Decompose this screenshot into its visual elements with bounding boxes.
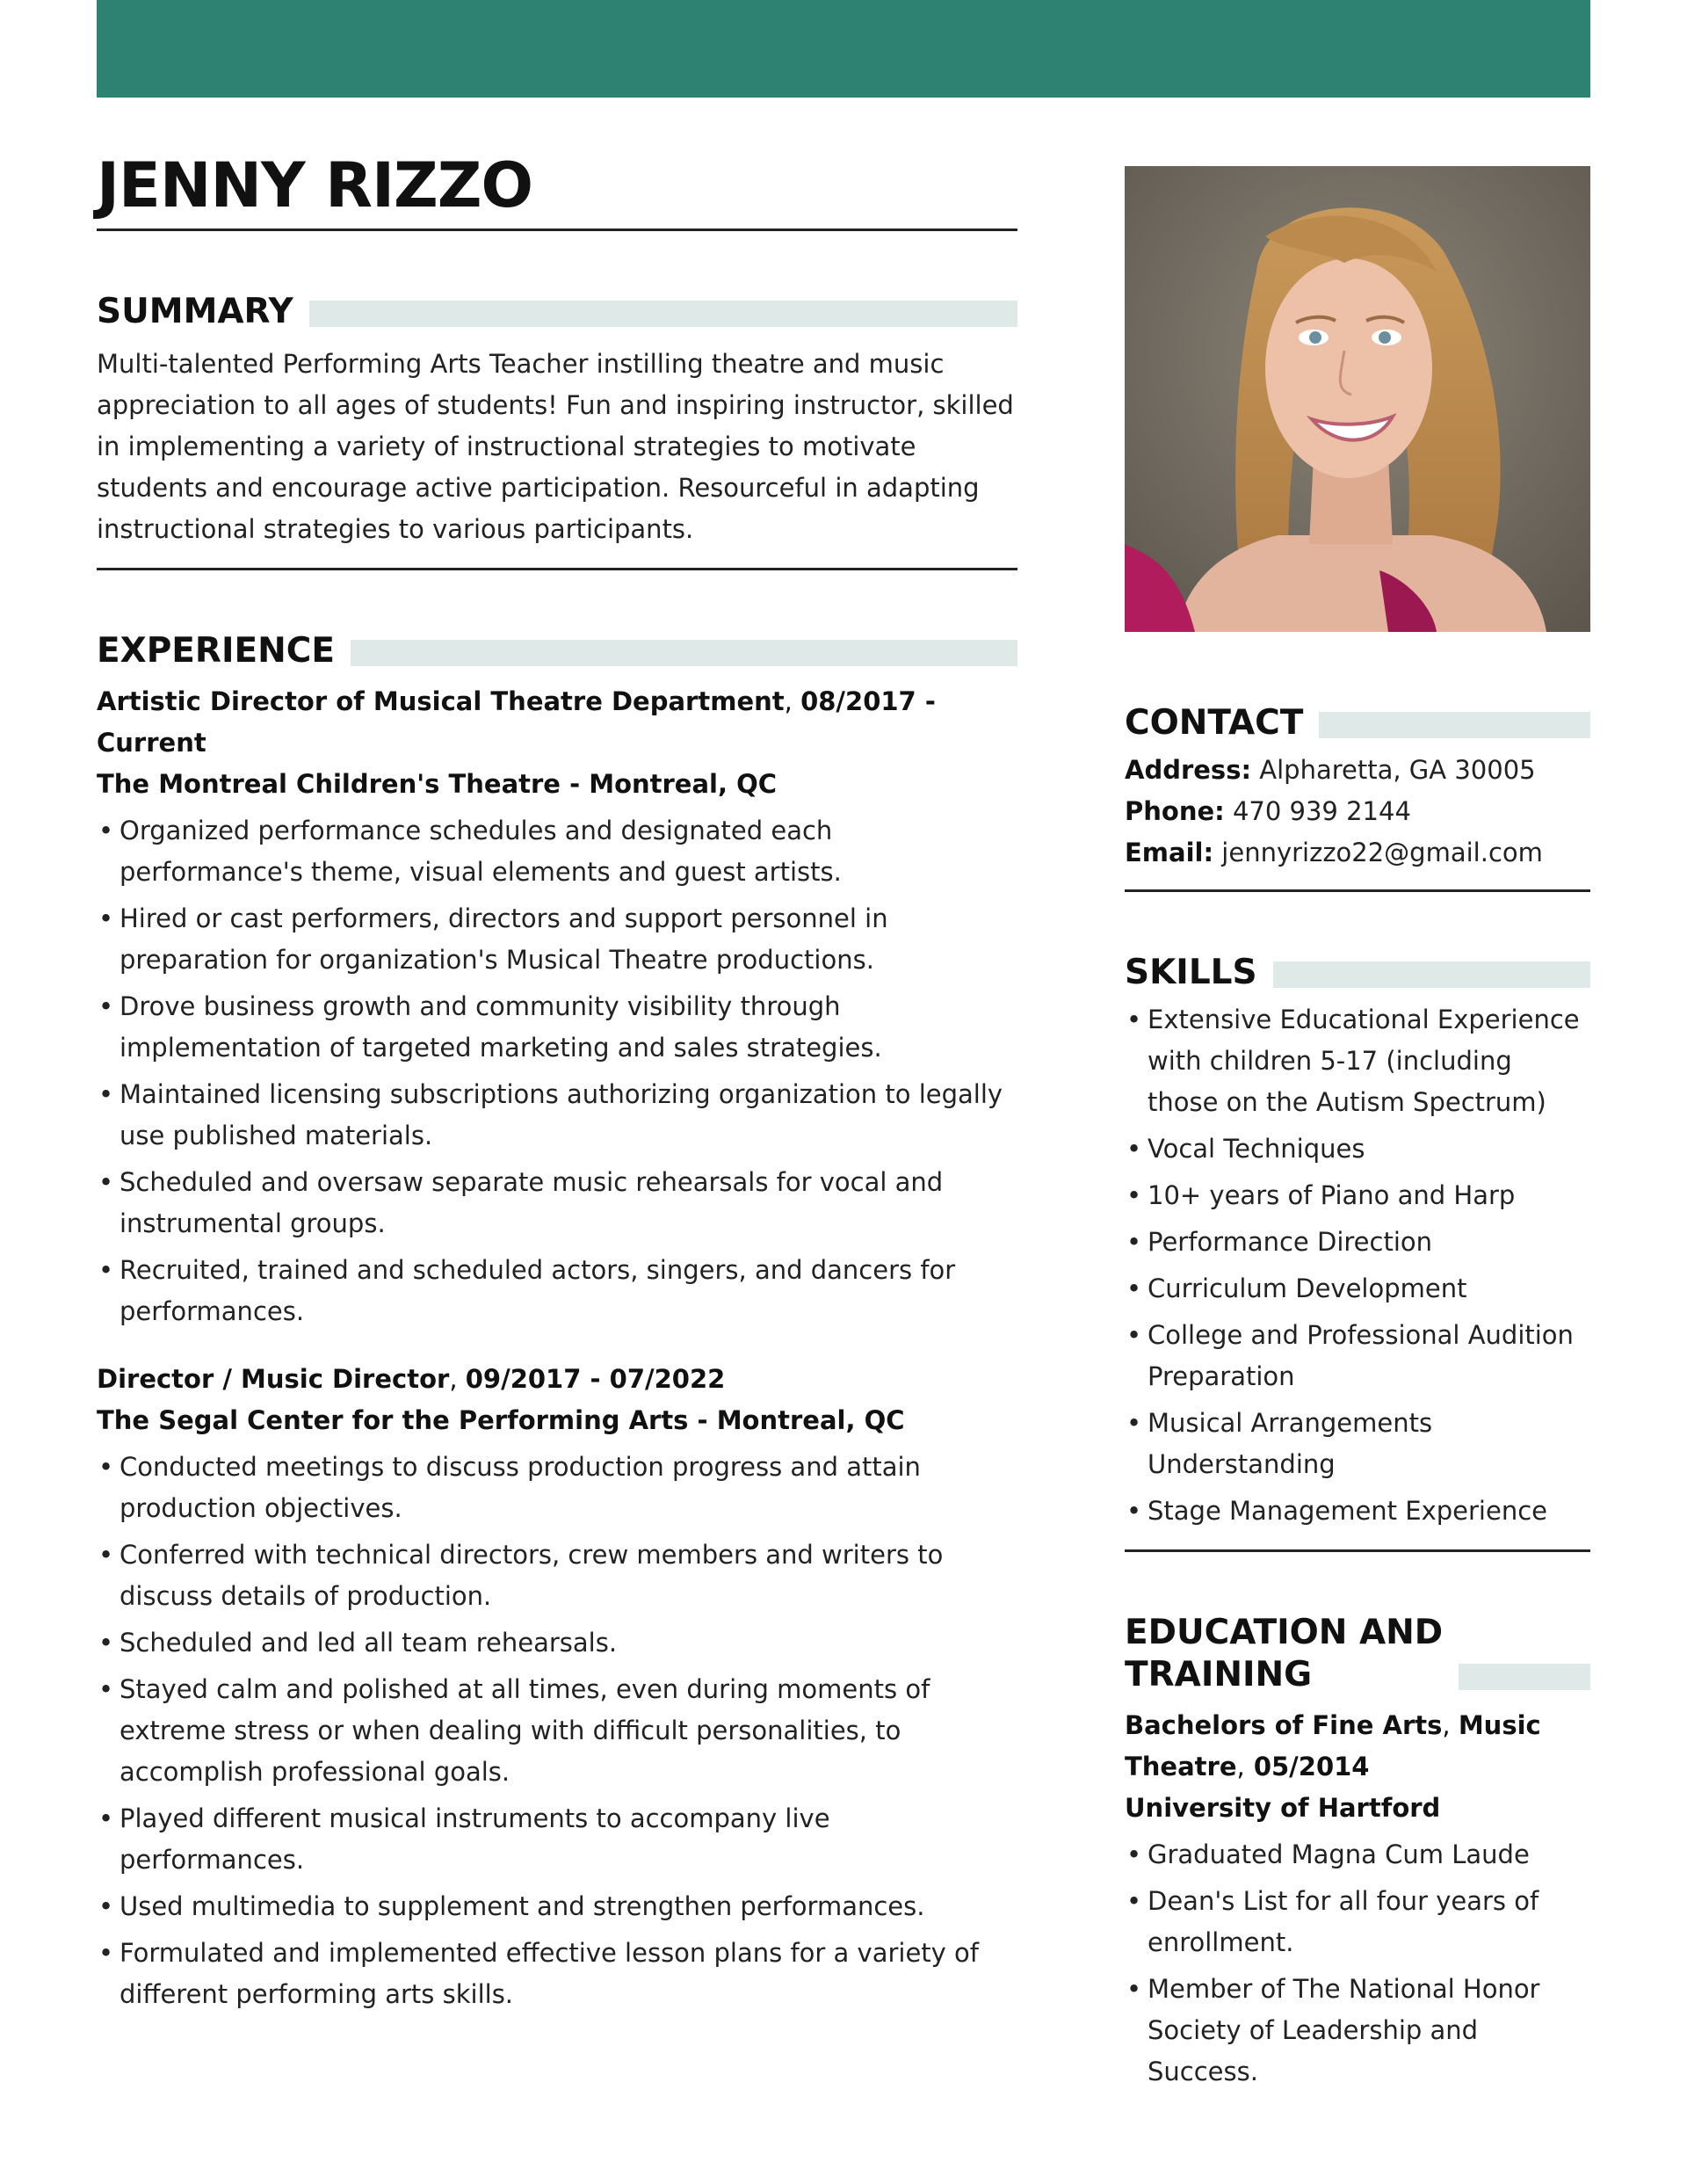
list-item: • Formulated and implemented effective lesson plans for a variety of different performing arts skills. — [97, 1933, 1017, 2015]
education-title-line2: TRAINING — [1125, 1655, 1313, 1694]
list-item: • 10+ years of Piano and Harp — [1125, 1175, 1590, 1216]
job-employer-line: The Montreal Children's Theatre - Montreal, QC — [97, 769, 778, 799]
contact-divider — [1125, 889, 1590, 892]
summary-heading — [97, 291, 1017, 333]
experience-section — [97, 630, 1017, 2015]
list-item: • Recruited, trained and scheduled actors, singers, and dancers for performances. — [97, 1250, 1017, 1332]
job-employer: The Segal Center for the Performing Arts — [97, 1405, 689, 1435]
candidate-name: JENNY RIZZO — [97, 149, 533, 221]
heading-bar — [1273, 961, 1590, 988]
heading-bar — [351, 640, 1017, 666]
job-dates: 08/2017 - Current — [97, 686, 936, 758]
contact-address — [1125, 750, 1590, 791]
heading-bar — [1319, 712, 1590, 738]
address-value: Alpharetta, GA 30005 — [1259, 755, 1536, 785]
heading-bar — [309, 301, 1017, 327]
job-location: Montreal, QC — [589, 769, 778, 799]
heading-bar — [1459, 1664, 1590, 1690]
skills-section — [1125, 952, 1590, 1552]
email-label: Email: — [1125, 838, 1214, 867]
degree-line: Bachelors of Fine Arts, Music Theatre, 05/2014 — [1125, 1710, 1541, 1781]
list-item: • Hired or cast performers, directors and support personnel in preparation for organization's Musical Theatre productions. — [97, 898, 1017, 981]
job-employer-line: The Segal Center for the Performing Arts - Montreal, QC — [97, 1405, 905, 1435]
degree-field: Music Theatre — [1125, 1710, 1541, 1781]
education-heading — [1125, 1612, 1590, 1696]
job-entry — [97, 681, 1017, 1332]
job-bullets — [97, 810, 1017, 1332]
list-item: • Vocal Techniques — [1125, 1128, 1590, 1170]
phone-label: Phone: — [1125, 796, 1225, 826]
school-name: University of Hartford — [1125, 1793, 1441, 1823]
education-bullets — [1125, 1834, 1590, 2093]
education-section — [1125, 1612, 1590, 2093]
list-item: • Dean's List for all four years of enrollment. — [1125, 1881, 1590, 1963]
degree-date: 05/2014 — [1253, 1752, 1370, 1781]
job-location: Montreal, QC — [716, 1405, 905, 1435]
job-title-line: Artistic Director of Musical Theatre Department, 08/2017 - Current — [97, 686, 936, 758]
experience-heading — [97, 630, 1017, 672]
list-item: • Musical Arrangements Understanding — [1125, 1403, 1590, 1485]
list-item: • Stayed calm and polished at all times, even during moments of extreme stress or when dealing with difficult personalities, to accomplish professional goals. — [97, 1669, 1017, 1793]
list-item: • Played different musical instruments to accompany live performances. — [97, 1798, 1017, 1881]
list-item: • Maintained licensing subscriptions authorizing organization to legally use published materials. — [97, 1074, 1017, 1157]
contact-heading — [1125, 702, 1590, 744]
list-item: • Organized performance schedules and designated each performance's theme, visual elements and guest artists. — [97, 810, 1017, 893]
skills-heading — [1125, 952, 1590, 994]
job-bullets — [97, 1447, 1017, 2015]
sidebar-column — [1125, 166, 1590, 2093]
experience-title: EXPERIENCE — [97, 631, 336, 671]
job-role: Director / Music Director — [97, 1364, 450, 1394]
skills-title: SKILLS — [1125, 953, 1257, 992]
list-item: • Performance Direction — [1125, 1222, 1590, 1263]
skills-list — [1125, 999, 1590, 1532]
contact-email — [1125, 832, 1590, 874]
list-item: • Scheduled and oversaw separate music rehearsals for vocal and instrumental groups. — [97, 1162, 1017, 1244]
summary-section — [97, 291, 1017, 570]
summary-text: Multi-talented Performing Arts Teacher instilling theatre and music appreciation to all ages of students! Fun and inspiring instructor, skilled in implementing a variety of instructional strategies to motivate students and encourage active participation. Resourceful in adapting instructional strategies to various participants. — [97, 349, 1014, 544]
list-item: • Curriculum Development — [1125, 1268, 1590, 1310]
degree-name: Bachelors of Fine Arts — [1125, 1710, 1443, 1740]
contact-title: CONTACT — [1125, 703, 1304, 743]
name-divider — [97, 229, 1017, 231]
list-item: • College and Professional Audition Preparation — [1125, 1315, 1590, 1397]
job-employer: The Montreal Children's Theatre — [97, 769, 561, 799]
summary-title: SUMMARY — [97, 292, 293, 331]
header-accent-bar — [97, 0, 1590, 98]
job-role: Artistic Director of Musical Theatre Department — [97, 686, 785, 716]
main-column — [97, 145, 1017, 2015]
list-item: • Stage Management Experience — [1125, 1491, 1590, 1532]
skills-divider — [1125, 1549, 1590, 1552]
address-label: Address: — [1125, 755, 1252, 785]
list-item: • Used multimedia to supplement and strengthen performances. — [97, 1886, 1017, 1927]
email-value[interactable]: jennyrizzo22@gmail.com — [1221, 838, 1543, 867]
phone-value: 470 939 2144 — [1232, 796, 1411, 826]
contact-phone — [1125, 791, 1590, 832]
contact-section — [1125, 702, 1590, 892]
list-item: • Member of The National Honor Society of Leadership and Success. — [1125, 1969, 1590, 2093]
job-dates: 09/2017 - 07/2022 — [465, 1364, 726, 1394]
education-title-line1: EDUCATION AND — [1125, 1613, 1444, 1652]
list-item: • Conferred with technical directors, crew members and writers to discuss details of production. — [97, 1535, 1017, 1617]
job-entry — [97, 1359, 1017, 2015]
job-title-line: Director / Music Director, 09/2017 - 07/2022 — [97, 1364, 726, 1394]
education-title — [1125, 1612, 1443, 1696]
list-item: • Extensive Educational Experience with children 5-17 (including those on the Autism Spectrum) — [1125, 999, 1590, 1123]
list-item: • Scheduled and led all team rehearsals. — [97, 1622, 1017, 1664]
profile-photo — [1125, 166, 1590, 632]
list-item: • Drove business growth and community visibility through implementation of targeted marketing and sales strategies. — [97, 986, 1017, 1069]
list-item: • Graduated Magna Cum Laude — [1125, 1834, 1590, 1876]
list-item: • Conducted meetings to discuss production progress and attain production objectives. — [97, 1447, 1017, 1529]
summary-divider — [97, 568, 1017, 570]
